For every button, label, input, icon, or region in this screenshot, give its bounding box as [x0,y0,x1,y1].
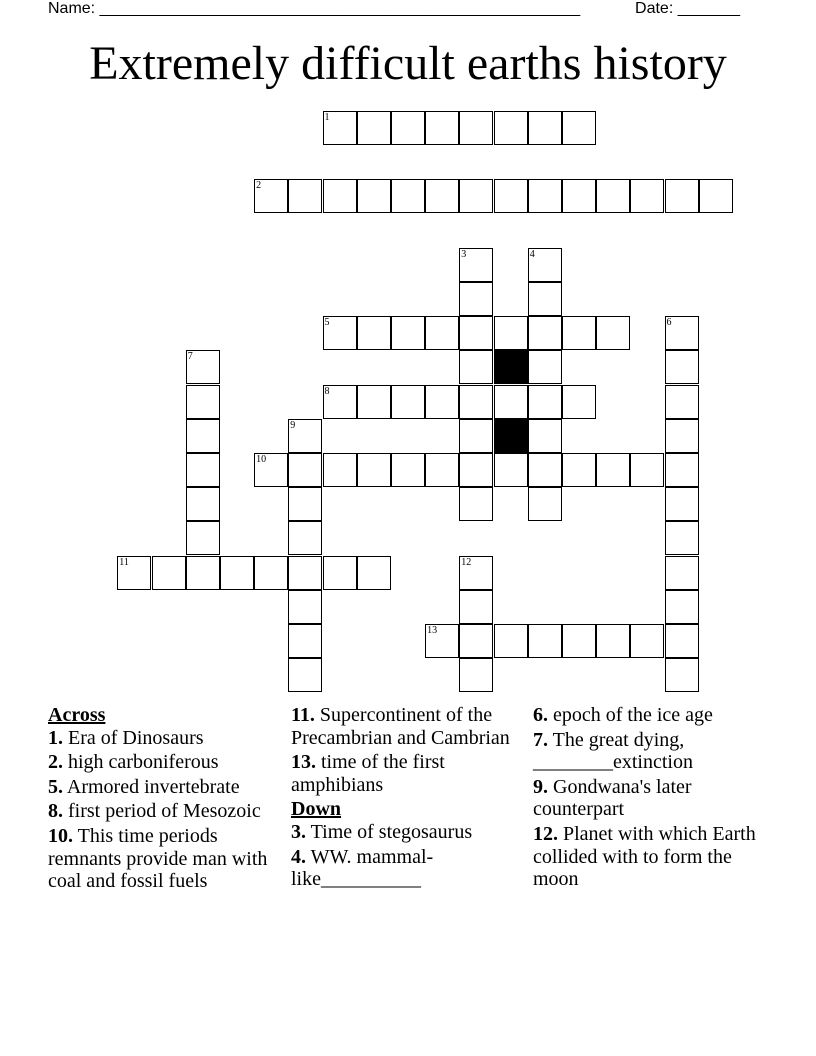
crossword-cell[interactable] [391,385,425,419]
clue-number: 2. [48,751,63,774]
crossword-cell[interactable] [665,521,699,555]
cell-number: 11 [119,556,129,568]
crossword-cell[interactable] [665,624,699,658]
crossword-cell[interactable] [117,556,151,590]
crossword-cell[interactable] [630,624,664,658]
crossword-cell[interactable] [665,556,699,590]
crossword-cell[interactable] [288,658,322,692]
across-clue [48,800,284,823]
crossword-cell[interactable] [425,111,459,145]
crossword-cell[interactable] [425,179,459,213]
clue-number: 4. [291,845,306,868]
across-clue [48,825,284,893]
crossword-cell[interactable] [152,556,186,590]
crossword-cell[interactable] [186,350,220,384]
crossword-cell[interactable] [528,350,562,384]
crossword-cell[interactable] [186,487,220,521]
crossword-cell[interactable] [288,419,322,453]
cell-number: 12 [461,556,472,568]
crossword-cell[interactable] [528,487,562,521]
crossword-cell[interactable] [425,453,459,487]
crossword-cell[interactable] [288,521,322,555]
crossword-cell[interactable] [528,111,562,145]
across-clue [48,727,284,750]
crossword-cell[interactable] [459,248,493,282]
crossword-cell[interactable] [186,453,220,487]
cell-number: 9 [290,419,296,431]
crossword-cell[interactable] [528,316,562,350]
across-heading: Across [48,704,106,726]
clue-text: time of the first amphibians [291,751,445,796]
crossword-cell[interactable] [425,624,459,658]
down-clue [533,823,769,891]
crossword-cell[interactable] [186,556,220,590]
crossword-block-cell [494,350,528,384]
crossword-cell[interactable] [391,111,425,145]
crossword-cell[interactable] [630,453,664,487]
crossword-cell[interactable] [665,590,699,624]
crossword-cell[interactable] [596,316,630,350]
crossword-cell[interactable] [665,385,699,419]
crossword-cell[interactable] [459,453,493,487]
crossword-cell[interactable] [323,179,357,213]
crossword-cell[interactable] [665,350,699,384]
crossword-cell[interactable] [528,282,562,316]
crossword-cell[interactable] [186,521,220,555]
puzzle-title: Extremely difficult earths history [89,37,727,90]
clue-number: 10. [48,824,73,847]
crossword-cell[interactable] [459,179,493,213]
clue-text: Supercontinent of the Precambrian and Cambrian [291,704,510,749]
crossword-cell[interactable] [288,624,322,658]
clue-column-1 [48,704,284,895]
crossword-cell[interactable] [494,453,528,487]
crossword-cell[interactable] [391,453,425,487]
clue-text: This time periods remnants provide man with coal and fossil fuels [48,824,268,893]
crossword-cell[interactable] [459,487,493,521]
clue-number: 8. [48,800,63,823]
cell-number: 5 [324,317,330,329]
crossword-cell[interactable] [288,453,322,487]
clue-text: WW. mammal-like__________ [291,845,434,891]
cell-number: 7 [187,351,193,363]
crossword-cell[interactable] [288,590,322,624]
clue-column-2 [291,704,529,893]
across-clue [291,751,529,796]
clue-text: Time of stegosaurus [306,820,473,843]
clue-number: 5. [48,775,63,798]
crossword-cell[interactable] [596,624,630,658]
cell-number: 8 [324,385,330,397]
date-field-label[interactable]: Date: _______ [635,0,740,17]
clue-text: Armored invertebrate [63,775,240,798]
clue-number: 7. [533,728,548,751]
clue-text: epoch of the ice age [548,704,713,726]
crossword-cell[interactable] [459,350,493,384]
crossword-cell[interactable] [288,487,322,521]
clue-column-3 [533,704,769,893]
crossword-cell[interactable] [425,385,459,419]
crossword-cell[interactable] [391,316,425,350]
crossword-cell[interactable] [254,453,288,487]
crossword-cell[interactable] [357,385,391,419]
crossword-cell[interactable] [254,556,288,590]
clue-text: Gondwana's later counterpart [533,775,692,821]
crossword-cell[interactable] [528,179,562,213]
crossword-cell[interactable] [528,453,562,487]
down-clue [533,729,769,774]
crossword-cell[interactable] [665,487,699,521]
crossword-cell[interactable] [323,385,357,419]
clue-text: Planet with which Earth collided with to form the moon [533,822,756,891]
crossword-cell[interactable] [630,179,664,213]
crossword-cell[interactable] [288,179,322,213]
crossword-cell[interactable] [494,624,528,658]
cell-number: 6 [666,317,672,329]
crossword-cell[interactable] [357,556,391,590]
crossword-cell[interactable] [220,556,254,590]
clue-number: 6. [533,704,548,726]
crossword-cell[interactable] [494,385,528,419]
crossword-cell[interactable] [528,248,562,282]
crossword-cell[interactable] [528,385,562,419]
crossword-cell[interactable] [357,111,391,145]
crossword-cell[interactable] [494,316,528,350]
crossword-cell[interactable] [459,419,493,453]
clue-text: The great dying, ________extinction [533,728,693,774]
down-clue [291,846,529,891]
crossword-cell[interactable] [562,453,596,487]
clue-number: 1. [48,726,63,749]
crossword-cell[interactable] [494,179,528,213]
crossword-cell[interactable] [562,316,596,350]
down-clue [291,821,529,844]
crossword-cell[interactable] [288,556,322,590]
clue-number: 11. [291,704,315,726]
cell-number: 4 [529,248,535,260]
crossword-cell[interactable] [357,316,391,350]
crossword-cell[interactable] [391,179,425,213]
crossword-cell[interactable] [665,453,699,487]
crossword-cell[interactable] [357,179,391,213]
crossword-block-cell [494,419,528,453]
crossword-cell[interactable] [528,419,562,453]
crossword-cell[interactable] [596,179,630,213]
crossword-cell[interactable] [425,316,459,350]
clue-text: first period of Mesozoic [63,800,261,823]
clue-number: 13. [291,751,316,774]
down-heading: Down [291,798,342,821]
clue-number: 9. [533,775,548,798]
crossword-cell[interactable] [323,316,357,350]
crossword-cell[interactable] [323,556,357,590]
crossword-cell[interactable] [665,419,699,453]
crossword-cell[interactable] [186,385,220,419]
crossword-cell[interactable] [459,111,493,145]
crossword-cell[interactable] [323,111,357,145]
cell-number: 13 [427,624,438,636]
crossword-cell[interactable] [665,316,699,350]
crossword-cell[interactable] [459,282,493,316]
down-clue [533,704,769,727]
cell-number: 2 [256,180,262,192]
cell-number: 10 [256,453,267,465]
clue-text: Era of Dinosaurs [63,726,204,749]
crossword-cell[interactable] [665,658,699,692]
clue-text: high carboniferous [63,751,219,774]
across-clue [48,751,284,774]
crossword-cell[interactable] [186,419,220,453]
crossword-cell[interactable] [459,385,493,419]
crossword-cell[interactable] [699,179,733,213]
clue-number: 3. [291,820,306,843]
crossword-cell[interactable] [528,624,562,658]
crossword-cell[interactable] [494,111,528,145]
crossword-cell[interactable] [562,624,596,658]
clue-number: 12. [533,822,558,845]
crossword-cell[interactable] [562,385,596,419]
crossword-cell[interactable] [357,453,391,487]
crossword-cell[interactable] [459,658,493,692]
crossword-cell[interactable] [562,111,596,145]
crossword-cell[interactable] [254,179,288,213]
crossword-cell[interactable] [459,316,493,350]
crossword-cell[interactable] [665,179,699,213]
crossword-cell[interactable] [459,590,493,624]
name-field-label[interactable]: Name: ______________________________________________________ [48,0,581,17]
crossword-cell[interactable] [459,556,493,590]
cell-number: 1 [324,111,330,123]
across-clue [291,704,529,749]
crossword-cell[interactable] [459,624,493,658]
down-clue [533,776,769,821]
across-clue [48,776,284,799]
cell-number: 3 [461,248,467,260]
crossword-cell[interactable] [562,179,596,213]
crossword-cell[interactable] [596,453,630,487]
crossword-cell[interactable] [323,453,357,487]
